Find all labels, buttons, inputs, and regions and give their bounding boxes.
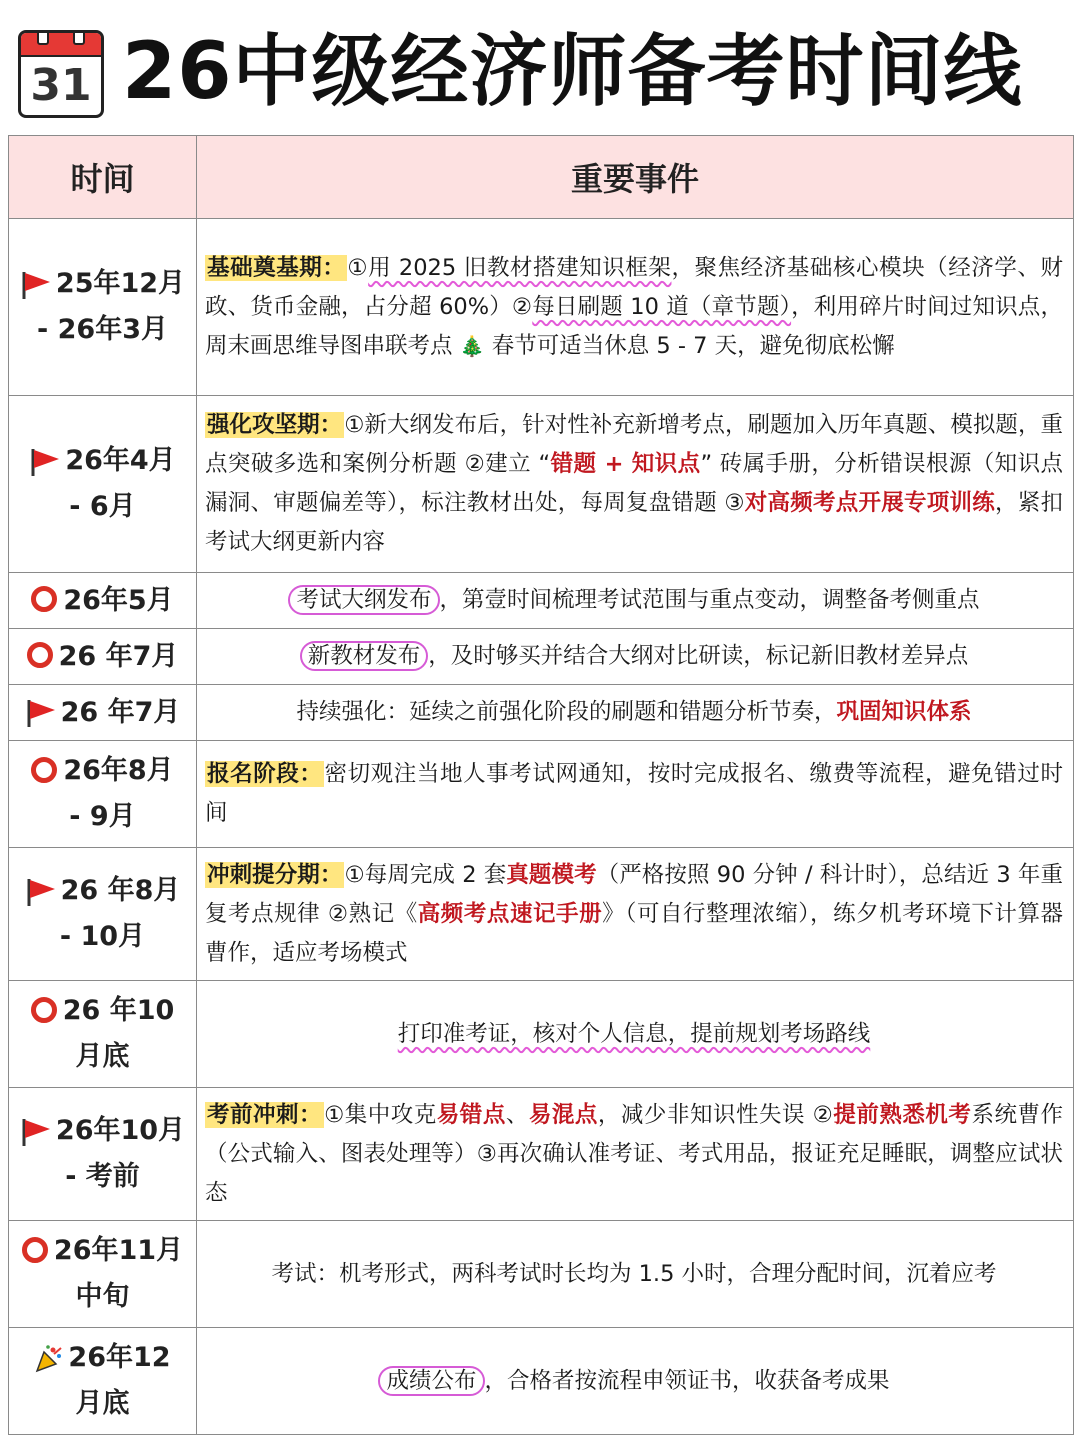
- christmas-tree-icon: 🎄: [459, 333, 485, 358]
- time-cell: [9, 629, 197, 685]
- page-title: 26中级经济师备考时间线: [122, 27, 1023, 117]
- event-text: ①每周完成 2 套: [344, 861, 507, 888]
- time-label: 26年12: [68, 1342, 171, 1373]
- time-label: 26年11月: [53, 1235, 184, 1266]
- phase-tag: 报名阶段：: [207, 761, 323, 787]
- circle-icon: [22, 1237, 48, 1263]
- time-cell: [9, 685, 197, 741]
- time-cell: [9, 741, 197, 848]
- emphasis-text: 易错点: [436, 1101, 506, 1128]
- circle-icon: [31, 997, 57, 1023]
- event-cell: [197, 396, 1074, 573]
- time-label: 26年4月: [65, 445, 176, 476]
- circled-text: 新教材发布: [300, 641, 429, 671]
- time-label: 26 年7月: [58, 640, 179, 672]
- time-label: - 考前: [65, 1161, 140, 1192]
- table-row: [9, 685, 1074, 741]
- emphasis-text: 对高频考点开展专项训练: [744, 490, 995, 516]
- time-cell: [9, 1221, 197, 1328]
- emphasis-text: 真题模考: [506, 861, 597, 888]
- circled-text: 成绩公布: [378, 1366, 484, 1396]
- time-label: 26 年8月: [60, 875, 181, 906]
- time-cell: [9, 573, 197, 629]
- time-cell: [9, 1088, 197, 1221]
- event-cell: [197, 741, 1074, 848]
- time-cell: [9, 396, 197, 573]
- table-row: [9, 1328, 1074, 1435]
- circle-icon: [31, 757, 57, 783]
- time-cell: [9, 848, 197, 981]
- table-row: [9, 1088, 1074, 1221]
- time-label: - 26年3月: [37, 314, 168, 345]
- event-cell: [197, 981, 1074, 1088]
- table-row: [9, 629, 1074, 685]
- time-cell: [9, 219, 197, 396]
- event-text: ，紧扣考试大纲更新内容: [205, 490, 1063, 555]
- time-label: 月底: [75, 1041, 130, 1072]
- flag-icon: [25, 698, 57, 728]
- time-label: 26 年7月: [60, 696, 181, 728]
- table-row: [9, 1221, 1074, 1328]
- event-text: 密切观注当地人事考试网通知，按时完成报名、缴费等流程，避免错过时间: [205, 761, 1063, 826]
- event-cell: [197, 685, 1074, 741]
- event-text: ，第壹时间梳理考试范围与重点变动，调整备考侧重点: [439, 587, 980, 613]
- table-row: [9, 219, 1074, 396]
- flag-icon: [20, 1117, 52, 1147]
- circle-icon: [31, 586, 57, 612]
- event-text: 系统曹作（公式输入、图表处理等）③再次确认准考证、考式用品，报证充足睡眠，调整应试状态: [205, 1101, 1063, 1206]
- time-label: 25年12月: [55, 268, 186, 299]
- phase-tag: 基础奠基期：: [207, 254, 346, 281]
- column-header-events: 重要事件: [197, 136, 1074, 219]
- time-label: - 10月: [59, 921, 146, 952]
- event-text: ，及时够买并结合大纲对比研读，标记新旧教材差异点: [428, 643, 969, 669]
- event-text: ，利用碎片时间过知识点，周末画思维导图串联考点: [205, 293, 1063, 359]
- table-row: [9, 981, 1074, 1088]
- title-bar: [0, 0, 1080, 130]
- event-text: ，减少非知识性失误 ②: [597, 1101, 834, 1128]
- emphasis-text: 易混点: [528, 1101, 598, 1128]
- calendar-icon: [18, 30, 104, 118]
- circle-icon: [27, 642, 53, 668]
- time-label: - 6月: [69, 491, 136, 522]
- event-text: ，合格者按流程申领证书，收获备考成果: [484, 1367, 890, 1394]
- event-text: 春节可适当休息 5 - 7 天，避免彻底松懈: [484, 332, 895, 359]
- event-text: ①: [347, 254, 369, 281]
- time-label: 26 年10: [62, 995, 175, 1026]
- underlined-text: 用 2025 旧教材搭建知识框架: [368, 254, 672, 281]
- event-cell: [197, 219, 1074, 396]
- flag-icon: [25, 877, 57, 907]
- party-popper-icon: [34, 1344, 64, 1374]
- event-cell: [197, 629, 1074, 685]
- time-label: 月底: [75, 1388, 130, 1419]
- table-header: [9, 136, 1074, 219]
- underlined-text: 打印准考证，核对个人信息，提前规划考场路线: [397, 1020, 871, 1047]
- emphasis-text: 高频考点速记手册: [417, 900, 603, 927]
- emphasis-text: 提前熟悉机考: [833, 1101, 972, 1128]
- event-cell: [197, 1221, 1074, 1328]
- event-cell: [197, 1088, 1074, 1221]
- time-label: 26年8月: [63, 755, 174, 786]
- phase-tag: 冲刺提分期：: [207, 861, 343, 888]
- time-label: 26年5月: [63, 584, 174, 616]
- circled-text: 考试大纲发布: [288, 585, 439, 615]
- table-row: [9, 848, 1074, 981]
- event-cell: [197, 1328, 1074, 1435]
- event-text: （严格按照 90 分钟 / 科计时），总结近 3 年重复考点规律 ②熟记《: [205, 861, 1063, 927]
- time-label: 中旬: [75, 1281, 130, 1312]
- column-header-time: 时间: [9, 136, 197, 219]
- time-label: - 9月: [69, 801, 136, 832]
- event-text: ①新大纲发布后，针对性补充新增考点，刷题加入历年真题、模拟题，重点突破多选和案例分析题 ②建立 “: [205, 412, 1063, 477]
- phase-tag: 考前冲刺：: [207, 1101, 323, 1128]
- event-text: 持续强化：延续之前强化阶段的刷题和错题分析节奏，: [296, 699, 837, 725]
- flag-icon: [29, 447, 61, 477]
- time-cell: [9, 981, 197, 1088]
- event-cell: [197, 573, 1074, 629]
- underlined-text: 每日刷题 10 道（章节题）: [532, 293, 792, 320]
- table-row: [9, 741, 1074, 848]
- flag-icon: [20, 270, 52, 300]
- event-text: ” 砖属手册，分析错误根源（知识点漏洞、审题偏差等），标注教材出处，每周复盘错题 ③: [205, 451, 1063, 516]
- timeline-table: [8, 135, 1074, 1435]
- calendar-number: 31: [30, 60, 92, 111]
- table-row: [9, 396, 1074, 573]
- event-text: 》（可自行整理浓缩），练夕机考环境下计算器曹作，适应考场模式: [205, 900, 1063, 966]
- table-row: [9, 573, 1074, 629]
- time-cell: [9, 1328, 197, 1435]
- time-label: 26年10月: [55, 1115, 186, 1146]
- emphasis-text: 巩固知识体系: [836, 699, 972, 725]
- event-text: 、: [505, 1101, 529, 1128]
- emphasis-text: 错题 + 知识点: [550, 451, 701, 477]
- event-cell: [197, 848, 1074, 981]
- event-text: ①集中攻克: [324, 1101, 437, 1128]
- phase-tag: 强化攻坚期：: [207, 412, 343, 438]
- event-text: ，聚焦经济基础核心模块（经济学、财政、货币金融，占分超 60%）②: [205, 254, 1063, 320]
- event-text: 考试：机考形式，两科考试时长均为 1.5 小时，合理分配时间，沉着应考: [271, 1260, 997, 1287]
